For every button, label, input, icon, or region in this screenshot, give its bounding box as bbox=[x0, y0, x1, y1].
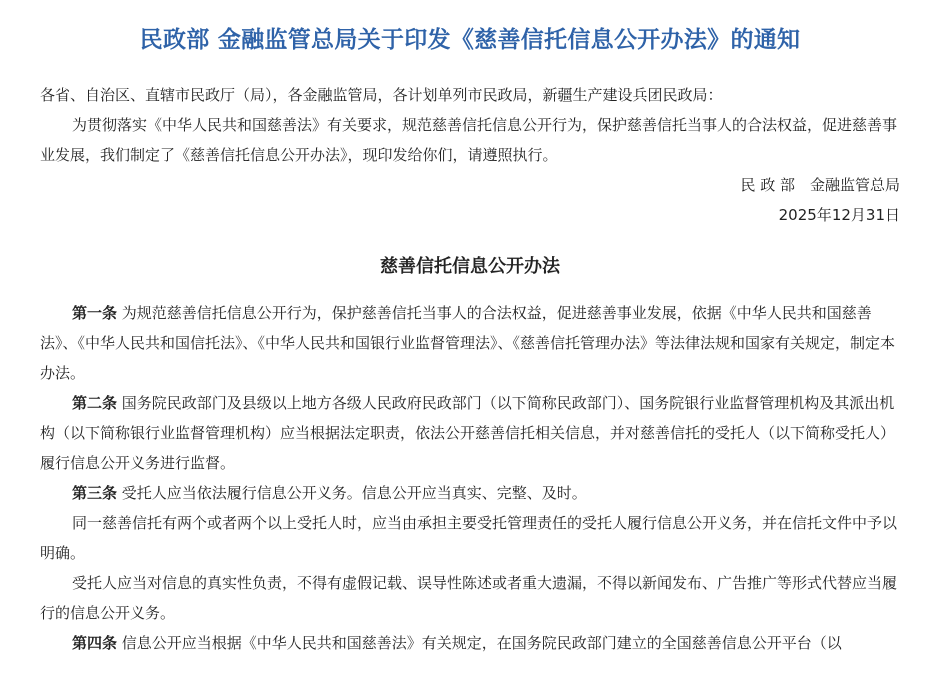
measures-title: 慈善信托信息公开办法 bbox=[380, 256, 560, 277]
document-title: 民政部 金融监管总局关于印发《慈善信托信息公开办法》的通知 bbox=[139, 27, 801, 53]
document-body bbox=[40, 80, 900, 658]
article-text: 受托人应当依法履行信息公开义务。信息公开应当真实、完整、及时。 bbox=[117, 484, 587, 502]
article-3-paragraph-2: 同一慈善信托有两个或者两个以上受托人时，应当由承担主要受托管理责任的受托人履行信息公开义务，并在信托文件中予以明确。 bbox=[40, 514, 898, 562]
article-number: 第一条 bbox=[72, 304, 118, 322]
article-3-paragraph-3: 受托人应当对信息的真实性负责，不得有虚假记载、误导性陈述或者重大遗漏，不得以新闻发布、广告推广等形式代替应当履行的信息公开义务。 bbox=[40, 574, 898, 622]
article-4 bbox=[40, 628, 900, 658]
notice-salutation: 各省、自治区、直辖市民政厅（局），各金融监管局，各计划单列市民政局，新疆生产建设兵团民政局： bbox=[40, 86, 723, 104]
notice-date: 2025年12月31日 bbox=[778, 206, 900, 224]
article-text: 信息公开应当根据《中华人民共和国慈善法》有关规定，在国务院民政部门建立的全国慈善信息公开平台（以 bbox=[117, 634, 842, 652]
article-text: 为规范慈善信托信息公开行为，保护慈善信托当事人的合法权益，促进慈善事业发展，依据《中华人民共和国慈善法》、《中华人民共和国信托法》、《中华人民共和国银行业监督管理法》、《慈善信托管理办法》等法律法规和国家有关规定，制定本办法。 bbox=[40, 304, 896, 382]
article-3 bbox=[40, 478, 900, 508]
article-text: 国务院民政部门及县级以上地方各级人民政府民政部门（以下简称民政部门）、国务院银行业监督管理机构及其派出机构（以下简称银行业监督管理机构）应当根据法定职责，依法公开慈善信托相关信息，并对慈善信托的受托人（以下简称受托人）履行信息公开义务进行监督。 bbox=[40, 394, 896, 472]
notice-body: 为贯彻落实《中华人民共和国慈善法》有关要求，规范慈善信托信息公开行为，保护慈善信托当事人的合法权益，促进慈善事业发展，我们制定了《慈善信托信息公开办法》，现印发给你们，请遵照执行。 bbox=[40, 116, 898, 164]
article-2 bbox=[40, 388, 900, 478]
article-number: 第四条 bbox=[72, 634, 118, 652]
article-1 bbox=[40, 298, 900, 388]
notice-issuer: 民 政 部 金融监管总局 bbox=[740, 176, 900, 194]
article-number: 第二条 bbox=[72, 394, 118, 412]
article-number: 第三条 bbox=[72, 484, 118, 502]
